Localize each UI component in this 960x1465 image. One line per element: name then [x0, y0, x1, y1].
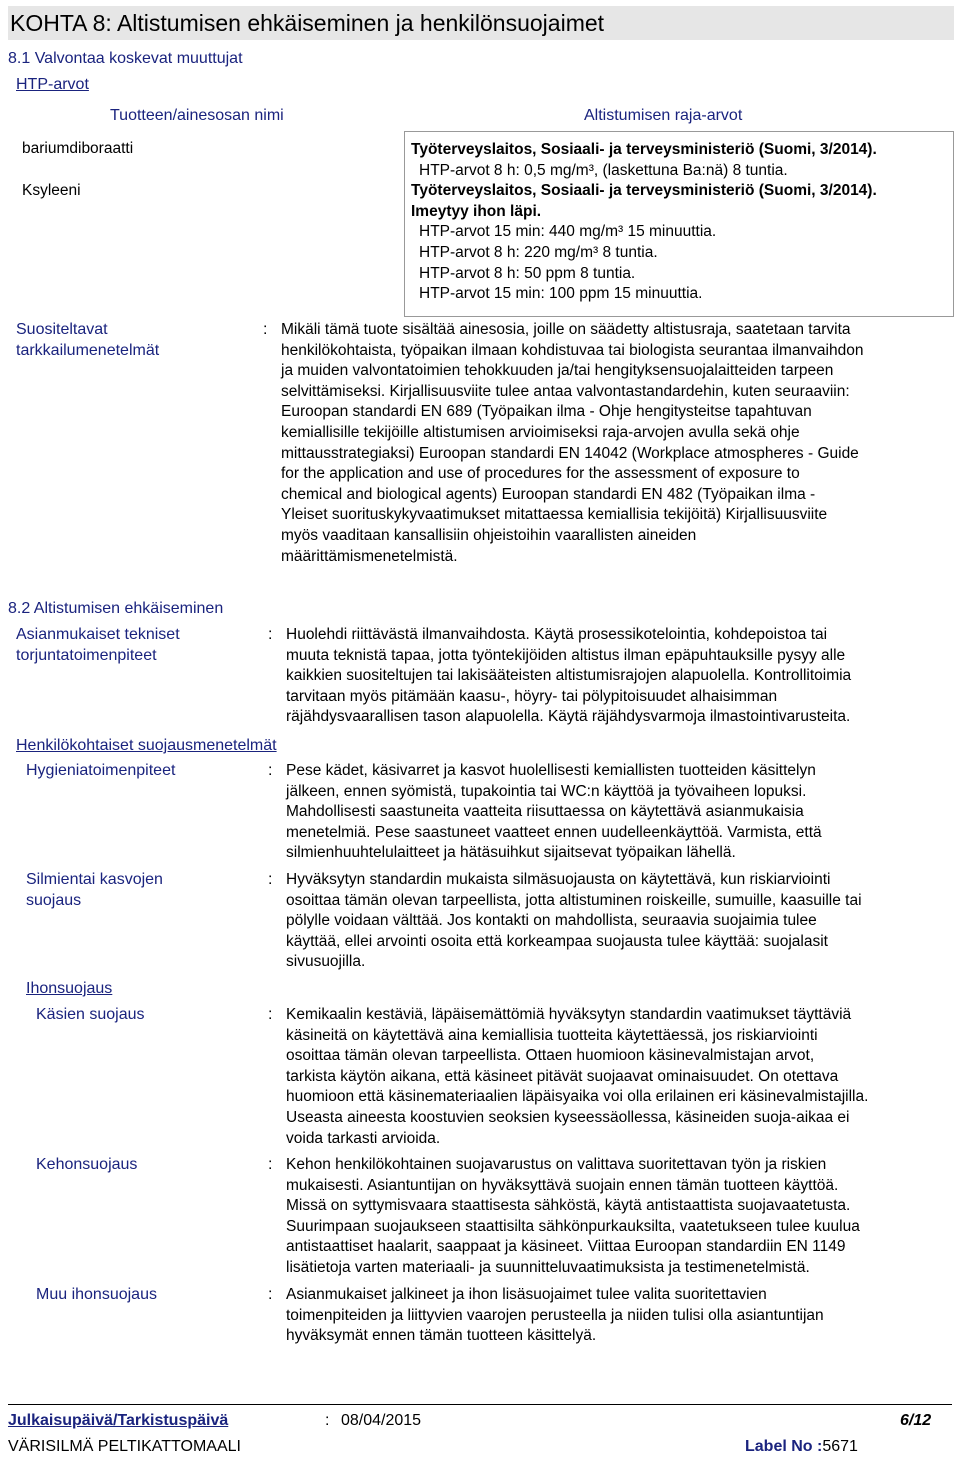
- other-skin-protection-label: Muu ihonsuojaus: [36, 1286, 157, 1303]
- hygiene-text: Pese kädet, käsivarret ja kasvot huolellisesti kemiallisten tuotteiden käsittelyn jälkeen, ennen syömistä, tupakointia tai WC:n käyttöä ja työvaiheen lopuksi. Mahdollisesti saastuneita vaatteita riisuttaessa on käytettävä asianmukaisia menetelmiä. Pese saastuneet vaatteet ennen uudelleenkäyttöä. Varmista, että silmienhuuhtelulaitteet ja hätäsuihkut sijaitsevat työpaikan lähellä.: [286, 762, 822, 862]
- htp-link[interactable]: HTP-arvot: [16, 76, 89, 93]
- monitoring-label: Suositeltavat tarkkailumenetelmät: [16, 321, 160, 359]
- footer-label-no: Label No :5671: [745, 1438, 858, 1455]
- footer-date-label: Julkaisupäivä/Tarkistuspäivä: [8, 1412, 229, 1429]
- colon: :: [325, 1412, 330, 1429]
- colon: :: [268, 1006, 273, 1023]
- hand-protection-label: Käsien suojaus: [36, 1006, 145, 1023]
- other-skin-protection-text: Asianmukaiset jalkineet ja ihon lisäsuojaimet tulee valita suoritettavien toimenpiteiden ja liittyvien vaarojen perusteella ja niiden tulisi olla asiantuntijan hyväksymät ennen tämän tuotteen käsittelyä.: [286, 1286, 824, 1345]
- limit-value: HTP-arvot 8 h: 50 ppm 8 tuntia.: [419, 264, 636, 282]
- table-row-name: bariumdiboraatti: [22, 140, 134, 157]
- limit-value: HTP-arvot 15 min: 100 ppm 15 minuuttia.: [419, 285, 703, 303]
- limit-source: Työterveyslaitos, Sosiaali- ja terveysministeriö (Suomi, 3/2014).: [411, 141, 877, 158]
- eye-protection-label: Silmientai kasvojen suojaus: [26, 871, 163, 909]
- tech-controls-label: Asianmukaiset tekniset torjuntatoimenpiteet: [16, 626, 180, 664]
- monitoring-text: Mikäli tämä tuote sisältää ainesosia, joille on säädetty altistusraja, saatetaan tarvita henkilökohtaista, työpaikan ilmaan kohdistuvaa tai biologista seurantaa ilmanvaihdon ja muiden valvontatoimien tehokkuuden ja/tai hengityksensuojalaitteiden tarpeen selvittämiseksi. Kirjallisuusviite tulee antaa valvontastandardehin, kuten seuraaviin: Euroopan standardi EN 689 (Työpaikan ilma - Ohje hengitysteitse tapahtuvan kemiallisille tekijöille altistumisen arvioimiseksi raja-arvojen avulla sekä ohje mittausstrategiaksi) Euroopan standardi EN 14042 (Workplace atmospheres - Guide for the application and use of procedures for the assessment of exposure to chemical and biological agents) Euroopan standardi EN 482 (Työpaikan ilma - Yleiset suorituskykyvaatimukset mitattaessa kemiallisia tekijöitä) Kirjallisuusviite myös vaaditaan kansallisiin ohjeistoihin vaarallisten aineiden määrittämismenetelmistä.: [281, 321, 864, 565]
- skin-protection-title: Ihonsuojaus: [26, 980, 113, 997]
- colon: :: [268, 1156, 273, 1173]
- colon: :: [268, 762, 273, 779]
- colon: :: [268, 626, 273, 643]
- limit-value: HTP-arvot 8 h: 0,5 mg/m³, (laskettuna Ba:nä) 8 tuntia.: [419, 161, 788, 179]
- section-title: KOHTA 8: Altistumisen ehkäiseminen ja henkilönsuojaimet: [8, 6, 954, 40]
- table-header-limits: Altistumisen raja-arvot: [584, 107, 743, 124]
- limit-note: Imeytyy ihon läpi.: [411, 202, 542, 220]
- page-number: 6/12: [900, 1412, 932, 1429]
- colon: :: [268, 871, 273, 888]
- eye-protection-text: Hyväksytyn standardin mukaista silmäsuojausta on käytettävä, kun riskiarviointi osoittaa tämän olevan tarpeellista, jotta altistuminen roiskeille, sumuille, kaasuille tai pölylle voidaan välttää. Jos kontakti on mahdollista, seuraavia suojaimia tulee käyttää, ellei arvointi osoita että korkeampaa suojausta tulee käyttää: suojalasit sivusuojilla.: [286, 871, 862, 971]
- limit-source: Työterveyslaitos, Sosiaali- ja terveysministeriö (Suomi, 3/2014).: [411, 182, 877, 200]
- table-header-name: Tuotteen/ainesosan nimi: [110, 107, 284, 124]
- limit-value: HTP-arvot 8 h: 220 mg/m³ 8 tuntia.: [419, 243, 658, 261]
- body-protection-text: Kehon henkilökohtainen suojavarustus on valittava suoritettavan työn ja riskien mukaisesti. Asiantuntijan on hyväksyttävä suojain ennen tämän tuotteen käyttöä. Missä on syttymisvaara staattisesta sähköstä, käytä antistaattista suojavaatetusta. Suurimpaan suojaukseen staattisilta sähkönpurkauksilta, vaatetukseen tulee kuulua antistaattiset haalarit, saappaat ja käsineet. Viittaa Euroopan standardiin EN 1149 lisätietoja varten materiaali- ja suunnitteluvaatimuksista ja testimenetelmistä.: [286, 1156, 860, 1276]
- colon: :: [263, 321, 268, 338]
- colon: :: [268, 1286, 273, 1303]
- hygiene-label: Hygieniatoimenpiteet: [26, 762, 176, 779]
- hand-protection-text: Kemikaalin kestäviä, läpäisemättömiä hyväksytyn standardin vaatimukset täyttäviä käsineitä on käytettävä aina kemiallisia tuotteita käytettäessä, jos riskiarviointi osoittaa tämän olevan tarpeellista. Ottaen huomioon käsinevalmistajan arvot, tarkista käytön aikana, että käsineet pitävät suojaavat ominaisuudet. On otettava huomioon että käsinemateriaalien läpäisyaika voi olla erilainen eri käsinevalmistajilla. Useasta aineesta koostuvien seoksien kyseessäollessa, käsineiden suoja-aikaa ei voida tarkasti arvioida.: [286, 1006, 869, 1147]
- limit-value: HTP-arvot 15 min: 440 mg/m³ 15 minuuttia.: [419, 223, 717, 241]
- footer-product-name: VÄRISILMÄ PELTIKATTOMAALI: [8, 1438, 241, 1455]
- ppe-title: Henkilökohtaiset suojausmenetelmät: [16, 737, 277, 754]
- subsection-8-1-title: 8.1 Valvontaa koskevat muuttujat: [8, 50, 243, 67]
- body-protection-label: Kehonsuojaus: [36, 1156, 138, 1173]
- footer-divider: [8, 1404, 952, 1405]
- exposure-limits-cell: [404, 131, 954, 317]
- tech-controls-text: Huolehdi riittävästä ilmanvaihdosta. Käytä prosessikotelointia, kohdepoistoa tai muuta teknistä tapaa, jotta työntekijöiden altistus ilman epäpuhtauksille pysyy alle kaikkien suositeltujen tai lakisääteisten altistumisrajojen alapuolella. Kontrollitoimia tarvitaan myös pitämään kaasu-, höyry- tai pölypitoisuudet alhaisimman räjähdysvaarallisen tason alapuolella. Käytä räjähdysvarmoja ilmastointivarusteita.: [286, 626, 852, 726]
- table-row-name: Ksyleeni: [22, 182, 81, 199]
- footer-date-value: 08/04/2015: [341, 1412, 422, 1429]
- limit-row-bariumdiboraatti: [411, 140, 877, 305]
- subsection-8-2-title: 8.2 Altistumisen ehkäiseminen: [8, 600, 224, 617]
